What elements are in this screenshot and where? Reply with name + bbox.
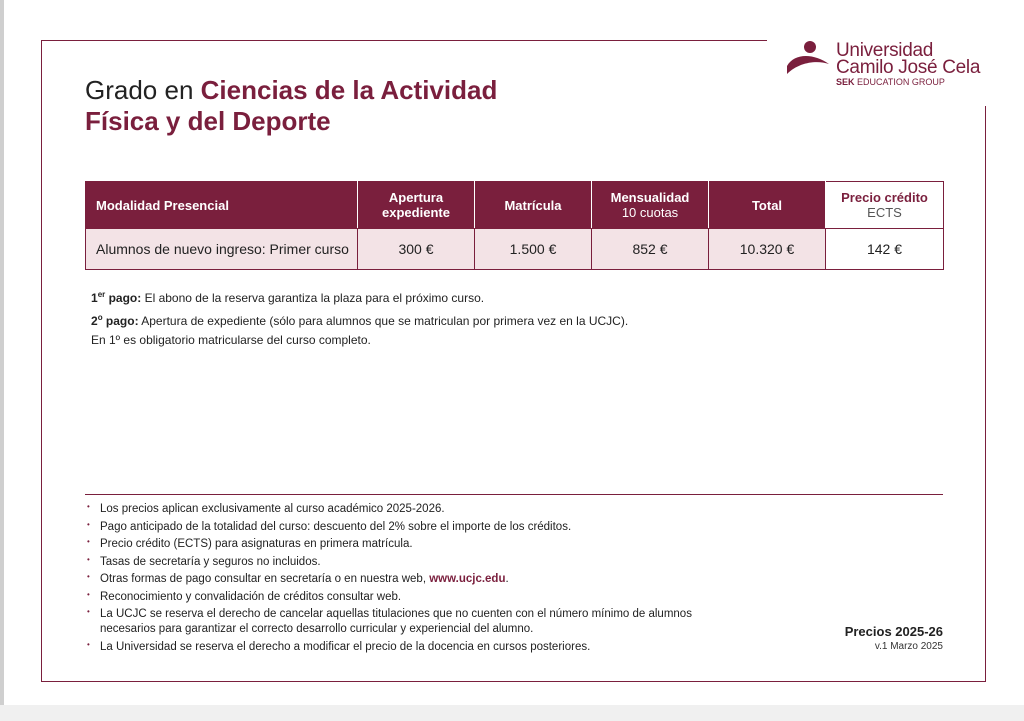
frame-top-line bbox=[41, 40, 767, 41]
list-item: • Otras formas de pago consultar en secretaría o en nuestra web, www.ucjc.edu. bbox=[87, 572, 747, 587]
version-block bbox=[845, 624, 943, 652]
conditions-list bbox=[87, 502, 747, 657]
page-left-edge bbox=[0, 0, 4, 721]
logo-group-text: SEK EDUCATION GROUP bbox=[836, 77, 945, 87]
frame-right-line bbox=[985, 106, 986, 682]
cell-apertura: 300 € bbox=[358, 229, 475, 270]
list-item: • La Universidad se reserva el derecho a modificar el precio de la docencia en cursos posteriores. bbox=[87, 640, 747, 655]
logo-name-text: Camilo José Cela bbox=[836, 57, 981, 78]
price-table bbox=[85, 181, 944, 270]
logo-figure-icon bbox=[785, 40, 831, 80]
title-accent-line1: Ciencias de la Actividad bbox=[200, 75, 498, 105]
note-pago-1: 1er pago: El abono de la reserva garantiza la plaza para el próximo curso. bbox=[91, 290, 485, 305]
page-bottom-edge bbox=[0, 705, 1024, 721]
frame-bottom-line bbox=[41, 681, 986, 682]
list-item: • La UCJC se reserva el derecho de cancelar aquellas titulaciones que no cuenten con el número mínimo de alumnos necesarios para garantizar el correcto desarrollo curricular y experiencial del alumno. bbox=[87, 607, 747, 637]
version-title: Precios 2025-26 bbox=[844, 624, 943, 639]
header-apertura: Apertura expediente bbox=[358, 182, 475, 229]
cell-row-label: Alumnos de nuevo ingreso: Primer curso bbox=[86, 229, 358, 270]
cell-total: 10.320 € bbox=[709, 229, 826, 270]
cell-mensualidad: 852 € bbox=[592, 229, 709, 270]
frame-left-line bbox=[41, 40, 42, 682]
header-modalidad: Modalidad Presencial bbox=[86, 182, 358, 229]
payment-notes bbox=[91, 285, 628, 350]
list-item: • Tasas de secretaría y seguros no incluidos. bbox=[87, 555, 747, 570]
list-item: • Pago anticipado de la totalidad del curso: descuento del 2% sobre el importe de los créditos. bbox=[87, 520, 747, 535]
title-prefix: Grado en bbox=[85, 75, 201, 105]
cell-precio-credito: 142 € bbox=[826, 229, 944, 270]
version-date: v.1 Marzo 2025 bbox=[874, 641, 943, 652]
university-logo bbox=[785, 40, 985, 90]
header-total: Total bbox=[709, 182, 826, 229]
list-item: • Reconocimiento y convalidación de créditos consultar web. bbox=[87, 590, 747, 605]
section-divider bbox=[85, 494, 943, 495]
cell-matricula: 1.500 € bbox=[475, 229, 592, 270]
header-mensualidad-sub: 10 cuotas bbox=[621, 205, 679, 220]
note-line-3: En 1º es obligatorio matricularse del curso completo. bbox=[91, 333, 371, 347]
page-title bbox=[85, 75, 497, 137]
website-link[interactable]: www.ucjc.edu bbox=[429, 573, 506, 585]
header-mensualidad: Mensualidad 10 cuotas bbox=[592, 182, 709, 229]
list-item: • Los precios aplican exclusivamente al curso académico 2025-2026. bbox=[87, 502, 747, 517]
header-matricula: Matrícula bbox=[475, 182, 592, 229]
header-precio-credito-sub: ECTS bbox=[867, 205, 902, 220]
table-row bbox=[86, 229, 944, 270]
header-precio-credito: Precio crédito ECTS bbox=[826, 182, 944, 229]
note-pago-2: 2$^o$ pago: Apertura de expediente (sólo para alumnos que se matriculan por primera vez en la UCJC). bbox=[91, 313, 629, 328]
title-accent-line2: Física y del Deporte bbox=[85, 106, 331, 136]
logo-university-text: Universidad bbox=[836, 40, 934, 61]
table-header-row bbox=[86, 182, 944, 229]
list-item: • Precio crédito (ECTS) para asignaturas en primera matrícula. bbox=[87, 537, 747, 552]
